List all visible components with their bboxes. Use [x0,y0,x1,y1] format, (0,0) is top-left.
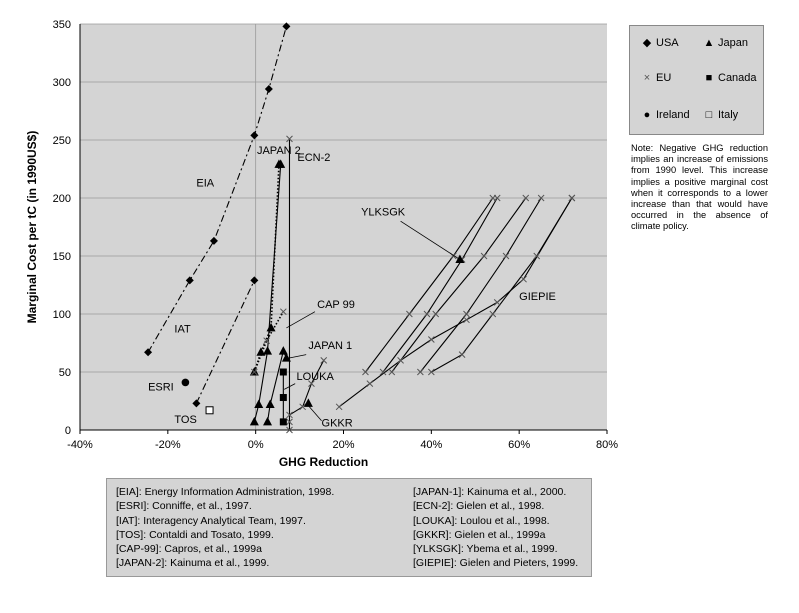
x-tick-label: -20% [154,439,181,451]
circle-icon: ● [643,109,651,121]
legend-label-eu: EU [656,72,672,84]
legend-label-italy: Italy [718,109,739,121]
reference-item: [ECN-2]: Gielen et al., 1998. [413,500,545,513]
y-tick-label: 150 [52,251,71,263]
data-point-square [280,418,287,425]
legend-label-canada: Canada [718,72,757,84]
legend-label-ireland: Ireland [656,109,690,121]
data-point-square [280,394,287,401]
legend-label-japan: Japan [718,37,748,49]
y-tick-label: 350 [52,19,71,31]
legend-item-ireland [640,109,690,122]
annotation-label: ESRI [148,381,174,394]
references-box [106,478,592,577]
annotation-label: IAT [174,323,191,336]
reference-item: [EIA]: Energy Information Administration, 1998. [116,486,335,498]
y-tick-label: 200 [52,193,71,205]
legend-item-eu [640,72,671,85]
legend-label-usa: USA [656,37,679,49]
annotation-label: YLKSGK [361,206,406,219]
filled-square-icon: ■ [705,72,713,84]
annotation-label: EIA [196,177,215,190]
reference-item: [IAT]: Interagency Analytical Team, 1997. [116,514,306,527]
references-left-column [116,485,334,571]
triangle-icon: ▲ [703,37,715,49]
reference-item: [JAPAN-2]: Kainuma et al., 1999. [116,557,270,570]
chart-note: Note: Negative GHG reduction implies an increase of emissions from 1990 level. This increase implies a positive marginal cost when it corresponds to a lower increase than that would have occurred in the absence of climate policy. [631,143,768,232]
x-mark-icon: × [643,72,651,84]
references-right-column [413,485,578,571]
legend [629,25,764,135]
annotation-label: CAP 99 [317,299,355,312]
data-point-open-square [206,407,213,414]
reference-item: [LOUKA]: Loulou et al., 1998. [413,514,550,527]
y-tick-label: 50 [58,367,71,379]
annotation-label: JAPAN 1 [308,339,353,352]
data-point-square [280,369,287,376]
x-tick-label: 60% [508,439,531,451]
legend-item-japan [702,37,748,50]
y-tick-label: 100 [52,309,71,321]
legend-item-usa [640,37,679,50]
reference-item: [CAP-99]: Capros, et al., 1999a [116,543,262,556]
reference-item: [YLKSGK]: Ybema et al., 1999. [413,543,558,556]
y-tick-label: 300 [52,77,71,89]
annotation-label: ECN-2 [297,151,331,164]
reference-item: [JAPAN-1]: Kainuma et al., 2000. [413,486,567,498]
y-axis-title: Marginal Cost per tC (in 1990US$) [25,130,39,324]
x-tick-label: 80% [595,439,619,451]
annotation-label: TOS [174,414,197,427]
annotation-label: JAPAN 2 [256,144,301,157]
reference-item: [GKKR]: Gielen et al., 1999a [413,528,546,541]
x-axis-title: GHG Reduction [278,455,369,469]
diamond-icon: ◆ [642,37,652,49]
legend-item-canada [702,72,757,85]
annotation-label: LOUKA [296,371,334,384]
data-point-circle [182,379,190,387]
annotation-label: GKKR [321,417,353,430]
x-tick-label: 40% [420,439,443,451]
x-tick-label: 0% [247,439,264,451]
plot-area [80,24,607,430]
reference-item: [GIEPIE]: Gielen and Pieters, 1999. [413,557,579,570]
y-tick-label: 250 [52,135,71,147]
y-tick-label: 0 [64,425,71,437]
x-tick-label: -40% [67,439,93,451]
legend-item-italy [702,109,738,122]
x-tick-label: 20% [332,439,355,451]
annotation-label: GIEPIE [519,291,556,304]
open-square-icon: □ [705,109,713,121]
reference-item: [ESRI]: Conniffe, et al., 1997. [116,500,252,513]
reference-item: [TOS]: Contaldi and Tosato, 1999. [116,528,274,541]
